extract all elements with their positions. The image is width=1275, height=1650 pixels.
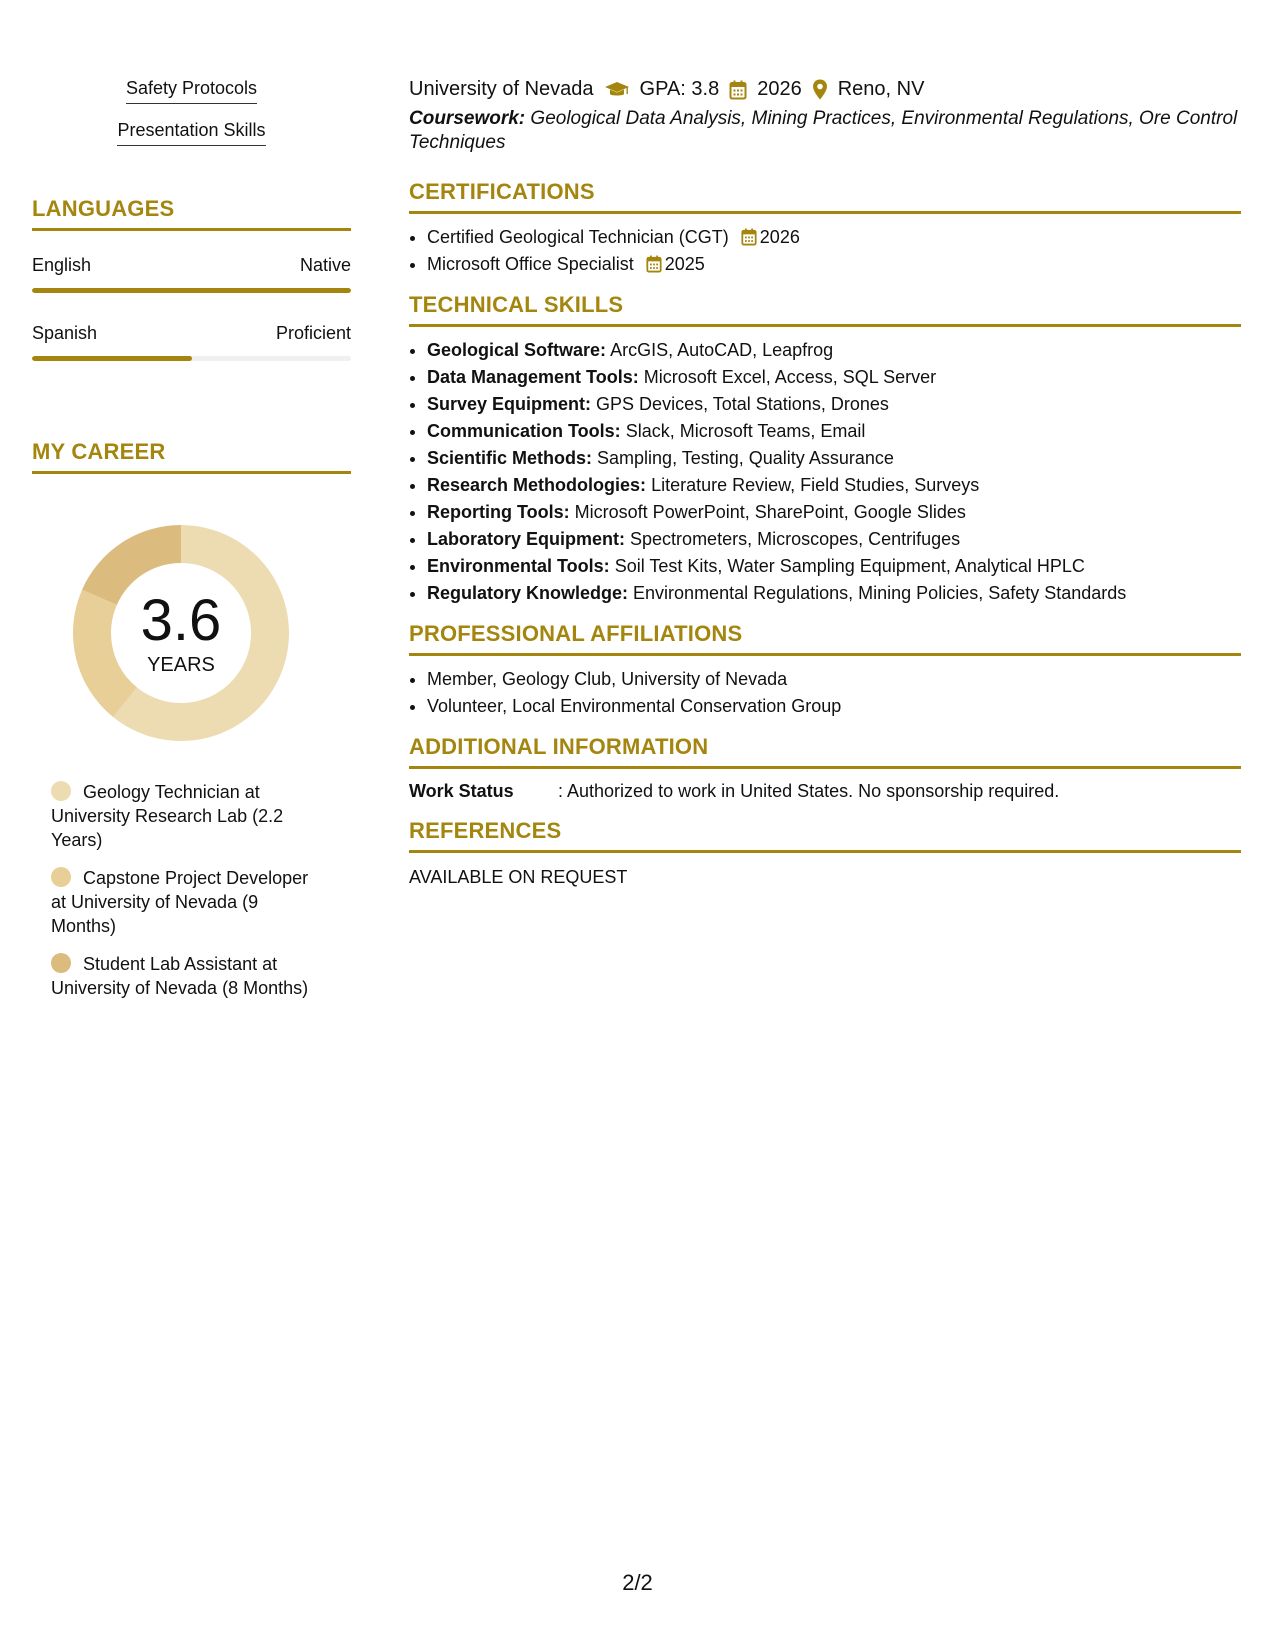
career-legend-item: Student Lab Assistant at University of Nevada (8 Months) [51, 954, 309, 998]
career-legend [51, 780, 351, 1000]
certifications-list [409, 224, 1241, 278]
additional-info-title: ADDITIONAL INFORMATION [409, 734, 1241, 769]
calendar-icon [729, 80, 747, 100]
page-number: 2/2 [622, 1570, 653, 1595]
career-section [32, 439, 351, 1000]
language-level: Proficient [275, 323, 351, 343]
school-name: University of Nevada [409, 78, 594, 100]
affiliations-section [409, 621, 1241, 720]
certification-item: • Certified Geological Technician (CGT) 2026 [427, 224, 1241, 251]
legend-dot-icon [51, 953, 71, 973]
career-legend-item: Capstone Project Developer at University of Nevada (9 Months) [51, 868, 309, 936]
technical-skills-title: TECHNICAL SKILLS [409, 292, 1241, 327]
coursework: Coursework: Geological Data Analysis, Mining Practices, Environmental Regulations, Ore Control Techniques [409, 108, 1238, 153]
languages-title: LANGUAGES [32, 196, 351, 231]
left-column [32, 78, 351, 1014]
affiliations-title: PROFESSIONAL AFFILIATIONS [409, 621, 1241, 656]
references-text: AVAILABLE ON REQUEST [409, 867, 628, 887]
legend-dot-icon [51, 867, 71, 887]
language-bar [32, 356, 351, 361]
certifications-title: CERTIFICATIONS [409, 179, 1241, 214]
language-level: Native [299, 255, 351, 275]
work-status-row [409, 781, 1241, 802]
technical-skill-item: • Survey Equipment: GPS Devices, Total Stations, Drones [427, 391, 1241, 418]
education-entry [409, 78, 1241, 155]
technical-skill-item: • Regulatory Knowledge: Environmental Regulations, Mining Policies, Safety Standards [427, 580, 1241, 607]
technical-skill-item: • Scientific Methods: Sampling, Testing, Quality Assurance [427, 445, 1241, 472]
career-total-unit: YEARS [147, 654, 215, 676]
career-total [66, 518, 296, 748]
career-total-value: 3.6 [140, 588, 222, 653]
language-row [32, 323, 351, 344]
affiliation-item: • Member, Geology Club, University of Nevada [427, 666, 1241, 693]
language-bar-fill [32, 288, 351, 293]
certification-item: • Microsoft Office Specialist 2025 [427, 251, 1241, 278]
technical-skill-item: • Data Management Tools: Microsoft Excel, Access, SQL Server [427, 364, 1241, 391]
career-legend-item: Geology Technician at University Research Lab (2.2 Years) [51, 782, 284, 850]
additional-info-section [409, 734, 1241, 802]
technical-skills-section [409, 292, 1241, 607]
technical-skill-item: • Reporting Tools: Microsoft PowerPoint, SharePoint, Google Slides [427, 499, 1241, 526]
languages-section [32, 196, 351, 361]
skill-tag: Presentation Skills [32, 120, 351, 146]
technical-skill-item: • Communication Tools: Slack, Microsoft Teams, Email [427, 418, 1241, 445]
right-column [409, 78, 1241, 888]
work-status-value: : Authorized to work in United States. No sponsorship required. [558, 781, 1060, 801]
certifications-section [409, 179, 1241, 278]
language-name: Spanish [32, 323, 98, 343]
skill-tag: Safety Protocols [32, 78, 351, 104]
calendar-icon [646, 255, 662, 273]
language-bar-fill [32, 356, 192, 361]
references-section [409, 818, 1241, 888]
technical-skill-item: • Research Methodologies: Literature Review, Field Studies, Surveys [427, 472, 1241, 499]
career-donut-chart [66, 518, 296, 748]
career-title: MY CAREER [32, 439, 351, 474]
technical-skill-item: • Laboratory Equipment: Spectrometers, Microscopes, Centrifuges [427, 526, 1241, 553]
gpa: GPA: 3.8 [639, 78, 720, 100]
school-location: Reno, NV [837, 78, 925, 100]
work-status-label: Work Status [409, 781, 514, 801]
graduation-year: 2026 [757, 78, 802, 100]
technical-skill-item: • Environmental Tools: Soil Test Kits, Water Sampling Equipment, Analytical HPLC [427, 553, 1241, 580]
legend-dot-icon [51, 781, 71, 801]
affiliation-item: • Volunteer, Local Environmental Conservation Group [427, 693, 1241, 720]
references-title: REFERENCES [409, 818, 1241, 853]
language-bar [32, 288, 351, 293]
location-pin-icon [812, 79, 828, 100]
graduation-cap-icon [604, 81, 630, 99]
language-row [32, 255, 351, 276]
technical-skills-list [409, 337, 1241, 607]
affiliations-list [409, 666, 1241, 720]
calendar-icon [741, 228, 757, 246]
language-name: English [32, 255, 92, 275]
technical-skill-item: • Geological Software: ArcGIS, AutoCAD, Leapfrog [427, 337, 1241, 364]
education-line [409, 78, 1241, 101]
